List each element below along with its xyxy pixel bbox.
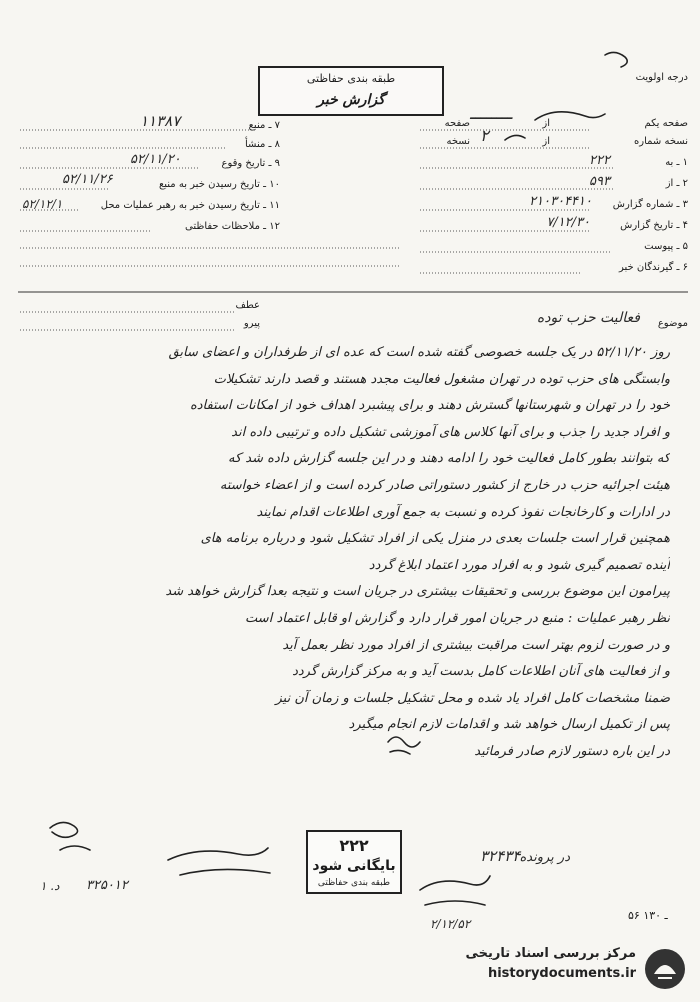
field-occurrence-date-label: ۹ ـ تاریخ وقوع xyxy=(221,158,280,169)
field-source-value: ۱۱۳۸۷ xyxy=(140,112,181,130)
field-attachment-label: ۵ ـ پیوست xyxy=(644,241,688,252)
archive-stamp-number: ۲۲۲ xyxy=(339,836,369,855)
body-line: وابستگی های حزب توده در تهران مشغول فعالیت مجدد هستند و قصد دارند تشکیلات xyxy=(213,371,670,387)
body-line: همچنین قرار است جلسات بعدی در منزل یکی از افراد تشکیل شود و درباره برنامه های xyxy=(200,531,670,547)
archive-logo-icon xyxy=(640,944,690,994)
field-source-label: ۷ ـ منبع xyxy=(248,120,280,131)
copy-unit: نسخه xyxy=(446,136,470,147)
field-protection-notes-label: ۱۲ ـ ملاحظات حفاظتی xyxy=(185,221,280,232)
body-line: و از فعالیت های آنان اطلاعات کامل بدست آید و به مرکز گزارش گردد xyxy=(292,664,670,680)
subject-label: موضوع xyxy=(657,318,688,329)
copy-count-scribble: ۲ xyxy=(480,126,489,145)
body-line: در ادارات و کارخانجات نفوذ کرده و نسبت به جمع آوری اطلاعات اقدام نمایند xyxy=(256,504,670,520)
page-label: صفحه یکم xyxy=(644,118,688,129)
peyro-label: پیرو xyxy=(243,318,260,329)
signature-date: ۲/۱۲/۵۲ xyxy=(430,917,471,931)
subject-value: فعالیت حزب توده xyxy=(536,310,640,326)
body-line: که بتوانند بطور کامل فعالیت خود را ادامه دهند و در این جلسه گزارش داده شد که xyxy=(228,451,670,467)
field-report-date-value: ۷/۱۲/۳۰ xyxy=(546,215,590,230)
archive-stamp-classification: طبقه بندی حفاظتی xyxy=(317,878,391,888)
field-origin-label: ۸ ـ منشأ xyxy=(244,139,280,150)
field-report-number-value: ۲۱۰۳۰۴۴۱۰ xyxy=(529,194,592,209)
field-occurrence-date-value: ۵۲/۱۱/۲۰ xyxy=(130,152,181,167)
top-stamp-classification: طبقه بندی حفاظتی xyxy=(306,72,396,85)
left-number: ۳۲۵۰۱۲ xyxy=(86,878,128,893)
atf-label: عطف xyxy=(235,300,260,311)
archive-stamp-text: بایگانی شود xyxy=(312,858,396,874)
field-source-receipt-label: ۱۰ ـ تاریخ رسیدن خبر به منبع xyxy=(158,179,280,190)
body-line: هیئت اجرائیه حزب در خارج از کشور دستوراتی صادر کرده است و از اعضاء خواسته xyxy=(219,477,670,493)
page-unit: صفحه xyxy=(444,118,470,129)
top-stamp-title: گزارش خبر xyxy=(317,92,385,108)
body-line: آینده تصمیم گیری شود و به افراد مورد اعتماد ابلاغ گردد xyxy=(368,557,670,573)
field-leader-receipt-label: ۱۱ ـ تاریخ رسیدن خبر به رهبر عملیات محل xyxy=(100,200,280,211)
archive-number: ۳۲۴۳۴ xyxy=(480,847,521,865)
left-note: د. ۱ xyxy=(40,879,60,893)
copy-of: از xyxy=(542,136,550,147)
archive-label: در پرونده xyxy=(519,850,570,865)
field-leader-receipt-value: ۵۲/۱۲/۱ xyxy=(22,197,63,211)
field-to-label: ۱ ـ به xyxy=(665,157,688,168)
body-line: و در صورت لزوم بهتر است مراقبت بیشتری از افراد مورد نظر بعمل آید xyxy=(282,637,670,653)
body-line: و افراد جدید را جذب و برای آنها کلاس های آموزشی تشکیل داده و ترتیبی داده اند xyxy=(231,424,670,440)
field-report-number-label: ۳ ـ شماره گزارش xyxy=(612,199,688,210)
body-line: ضمنا مشخصات کامل افراد یاد شده و محل تشکیل جلسات و زمان آن نیز xyxy=(275,690,670,706)
field-to-value: ۲۲۲ xyxy=(589,153,610,168)
body-line: در این باره دستور لازم صادر فرمائید xyxy=(474,743,670,759)
body-line: پیرامون این موضوع بررسی و تحقیقات بیشتری در جریان است و نتیجه بعدا گزارش خواهد شد xyxy=(165,584,670,600)
footer-org: مرکز بررسی اسناد تاریخی xyxy=(465,946,636,961)
field-from-value: ۵۹۳ xyxy=(589,174,610,189)
body-line: پس از تکمیل ارسال خواهد شد و اقدامات لازم انجام میگیرد xyxy=(348,717,670,733)
page-of: از xyxy=(542,118,550,129)
page-count-scribble: ــــــــ xyxy=(470,103,513,124)
field-from-label: ۲ ـ از xyxy=(665,178,688,189)
field-report-date-label: ۴ ـ تاریخ گزارش xyxy=(620,220,688,231)
body-line: نظر رهبر عملیات : منبع در جریان امور قرار دارد و گزارش او قابل اعتماد است xyxy=(245,610,670,626)
copy-label: نسخه شماره xyxy=(634,136,688,147)
priority-label: درجه اولویت xyxy=(635,72,688,83)
field-source-receipt-value: ۵۲/۱۱/۲۶ xyxy=(62,172,113,187)
body-line: روز ۵۲/۱۱/۲۰ در یک جلسه خصوصی گفته شده است که عده ای از طرفداران و اعضای سابق xyxy=(168,345,670,360)
field-recipients-label: ۶ ـ گیرندگان خبر xyxy=(618,262,688,273)
body-line: خود را در تهران و شهرستانها گسترش دهند و برای پیشبرد اهداف خود از امکانات استفاده xyxy=(189,398,670,414)
doc-code: ۵۶ ـ ۱۳۰ xyxy=(628,909,668,922)
footer-url: historydocuments.ir xyxy=(487,966,636,981)
